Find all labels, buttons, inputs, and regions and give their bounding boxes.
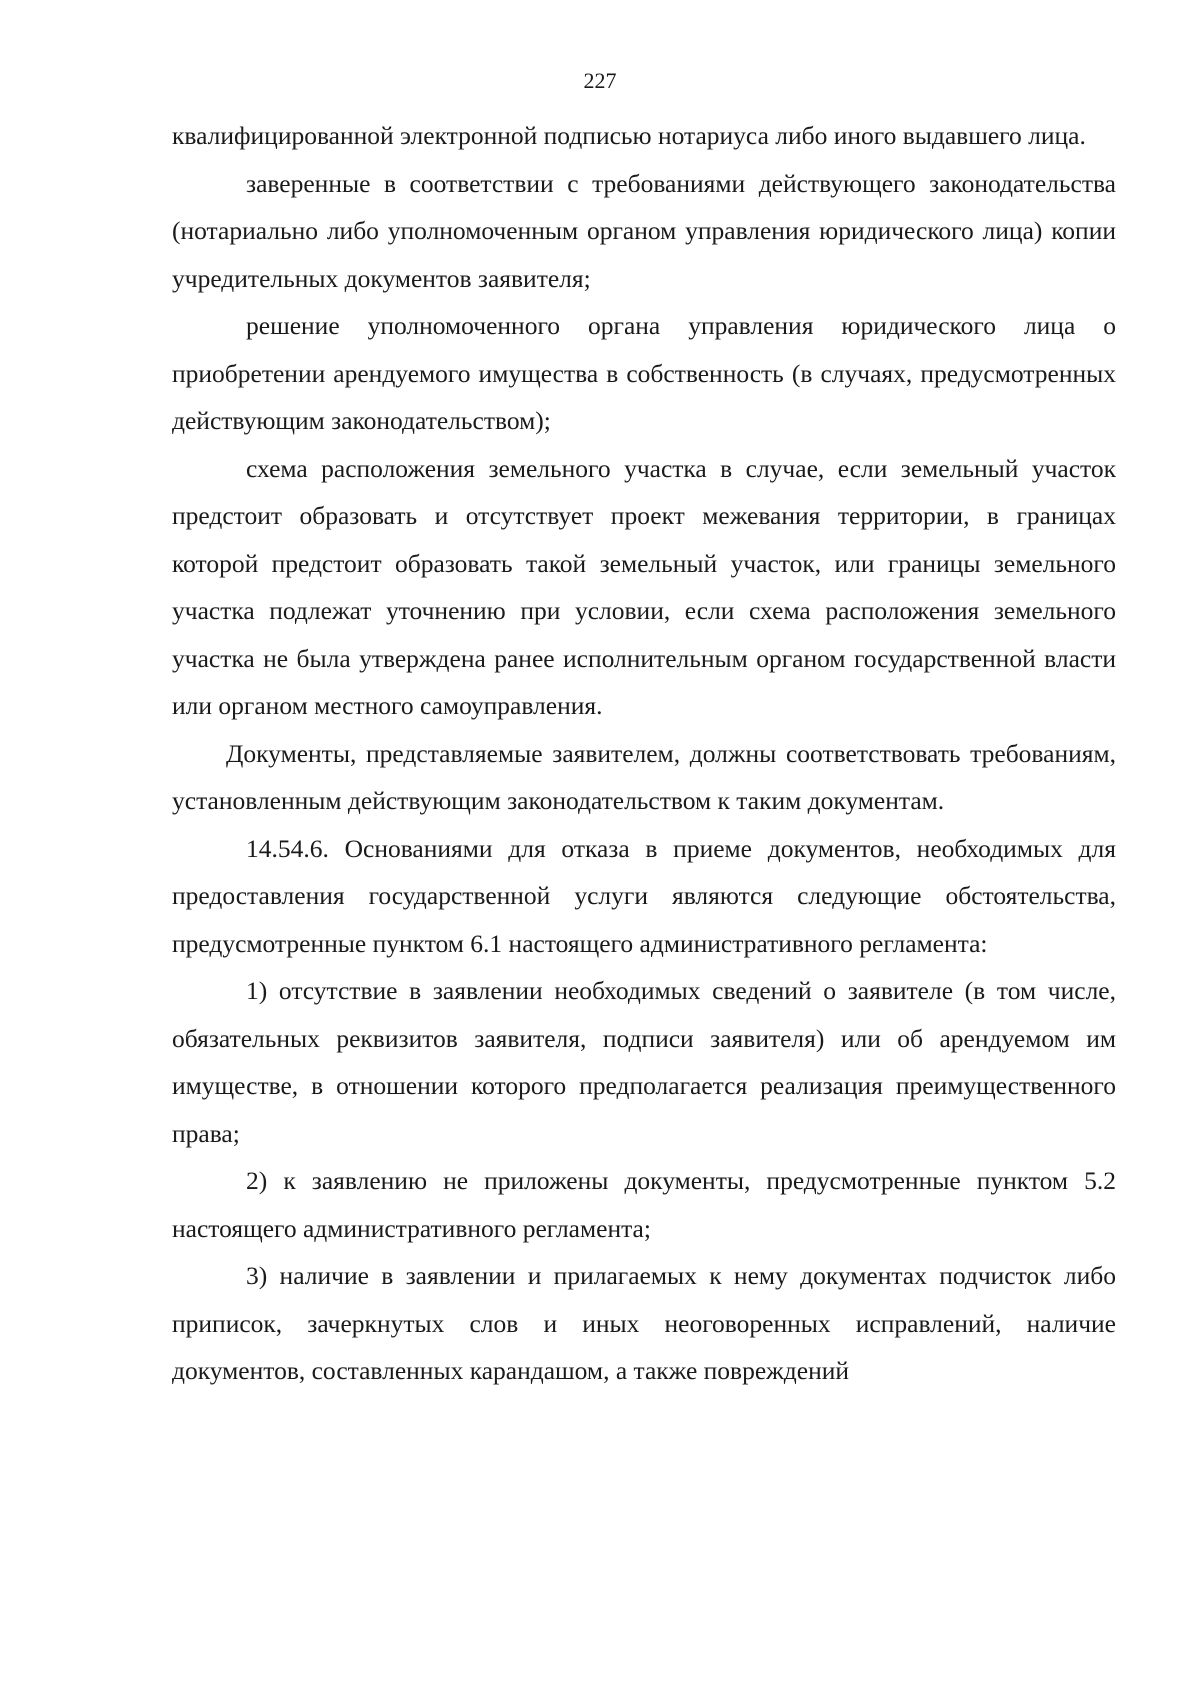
- list-item-1: 1) отсутствие в заявлении необходимых сведений о заявителе (в том числе, обязательных реквизитов заявителя, подписи заявителя) или об арендуемом им имуществе, в отношении которого предполагается реализация преимущественного права;: [172, 976, 1116, 1148]
- paragraph-documents-requirements: Документы, представляемые заявителем, должны соответствовать требованиям, установленным действующим законодательством к таким документам.: [172, 738, 1116, 815]
- page-number: 227: [583, 68, 617, 93]
- paragraph-charter-copies: заверенные в соответствии с требованиями действующего законодательства (нотариально либо уполномоченным органом управления юридического лица) копии учредительных документов заявителя;: [172, 168, 1116, 293]
- paragraph-continuation: квалифицированной электронной подписью нотариуса либо иного выдавшего лица.: [172, 121, 1086, 150]
- paragraph-refusal-grounds: 14.54.6. Основаниями для отказа в приеме документов, необходимых для предоставления государственной услуги являются следующие обстоятельства, предусмотренные пунктом 6.1 настоящего административного регламента:: [172, 833, 1116, 958]
- paragraph-land-plot-scheme: схема расположения земельного участка в случае, если земельный участок предстоит образовать и отсутствует проект межевания территории, в границах которой предстоит образовать такой земельный участок, или границы земельного участка подлежат уточнению при условии, если схема расположения земельного участка не была утверждена ранее исполнительным органом государственной власти или органом местного самоуправления.: [172, 453, 1116, 720]
- document-body: [172, 112, 1116, 1395]
- list-item-2: 2) к заявлению не приложены документы, предусмотренные пунктом 5.2 настоящего административного регламента;: [172, 1166, 1116, 1243]
- paragraph-acquisition-decision: решение уполномоченного органа управления юридического лица о приобретении арендуемого имущества в собственность (в случаях, предусмотренных действующим законодательством);: [172, 311, 1116, 435]
- list-item-3: 3) наличие в заявлении и прилагаемых к нему документах подчисток либо приписок, зачеркнутых слов и иных неоговоренных исправлений, наличие документов, составленных карандашом, а также повреждений: [172, 1261, 1116, 1385]
